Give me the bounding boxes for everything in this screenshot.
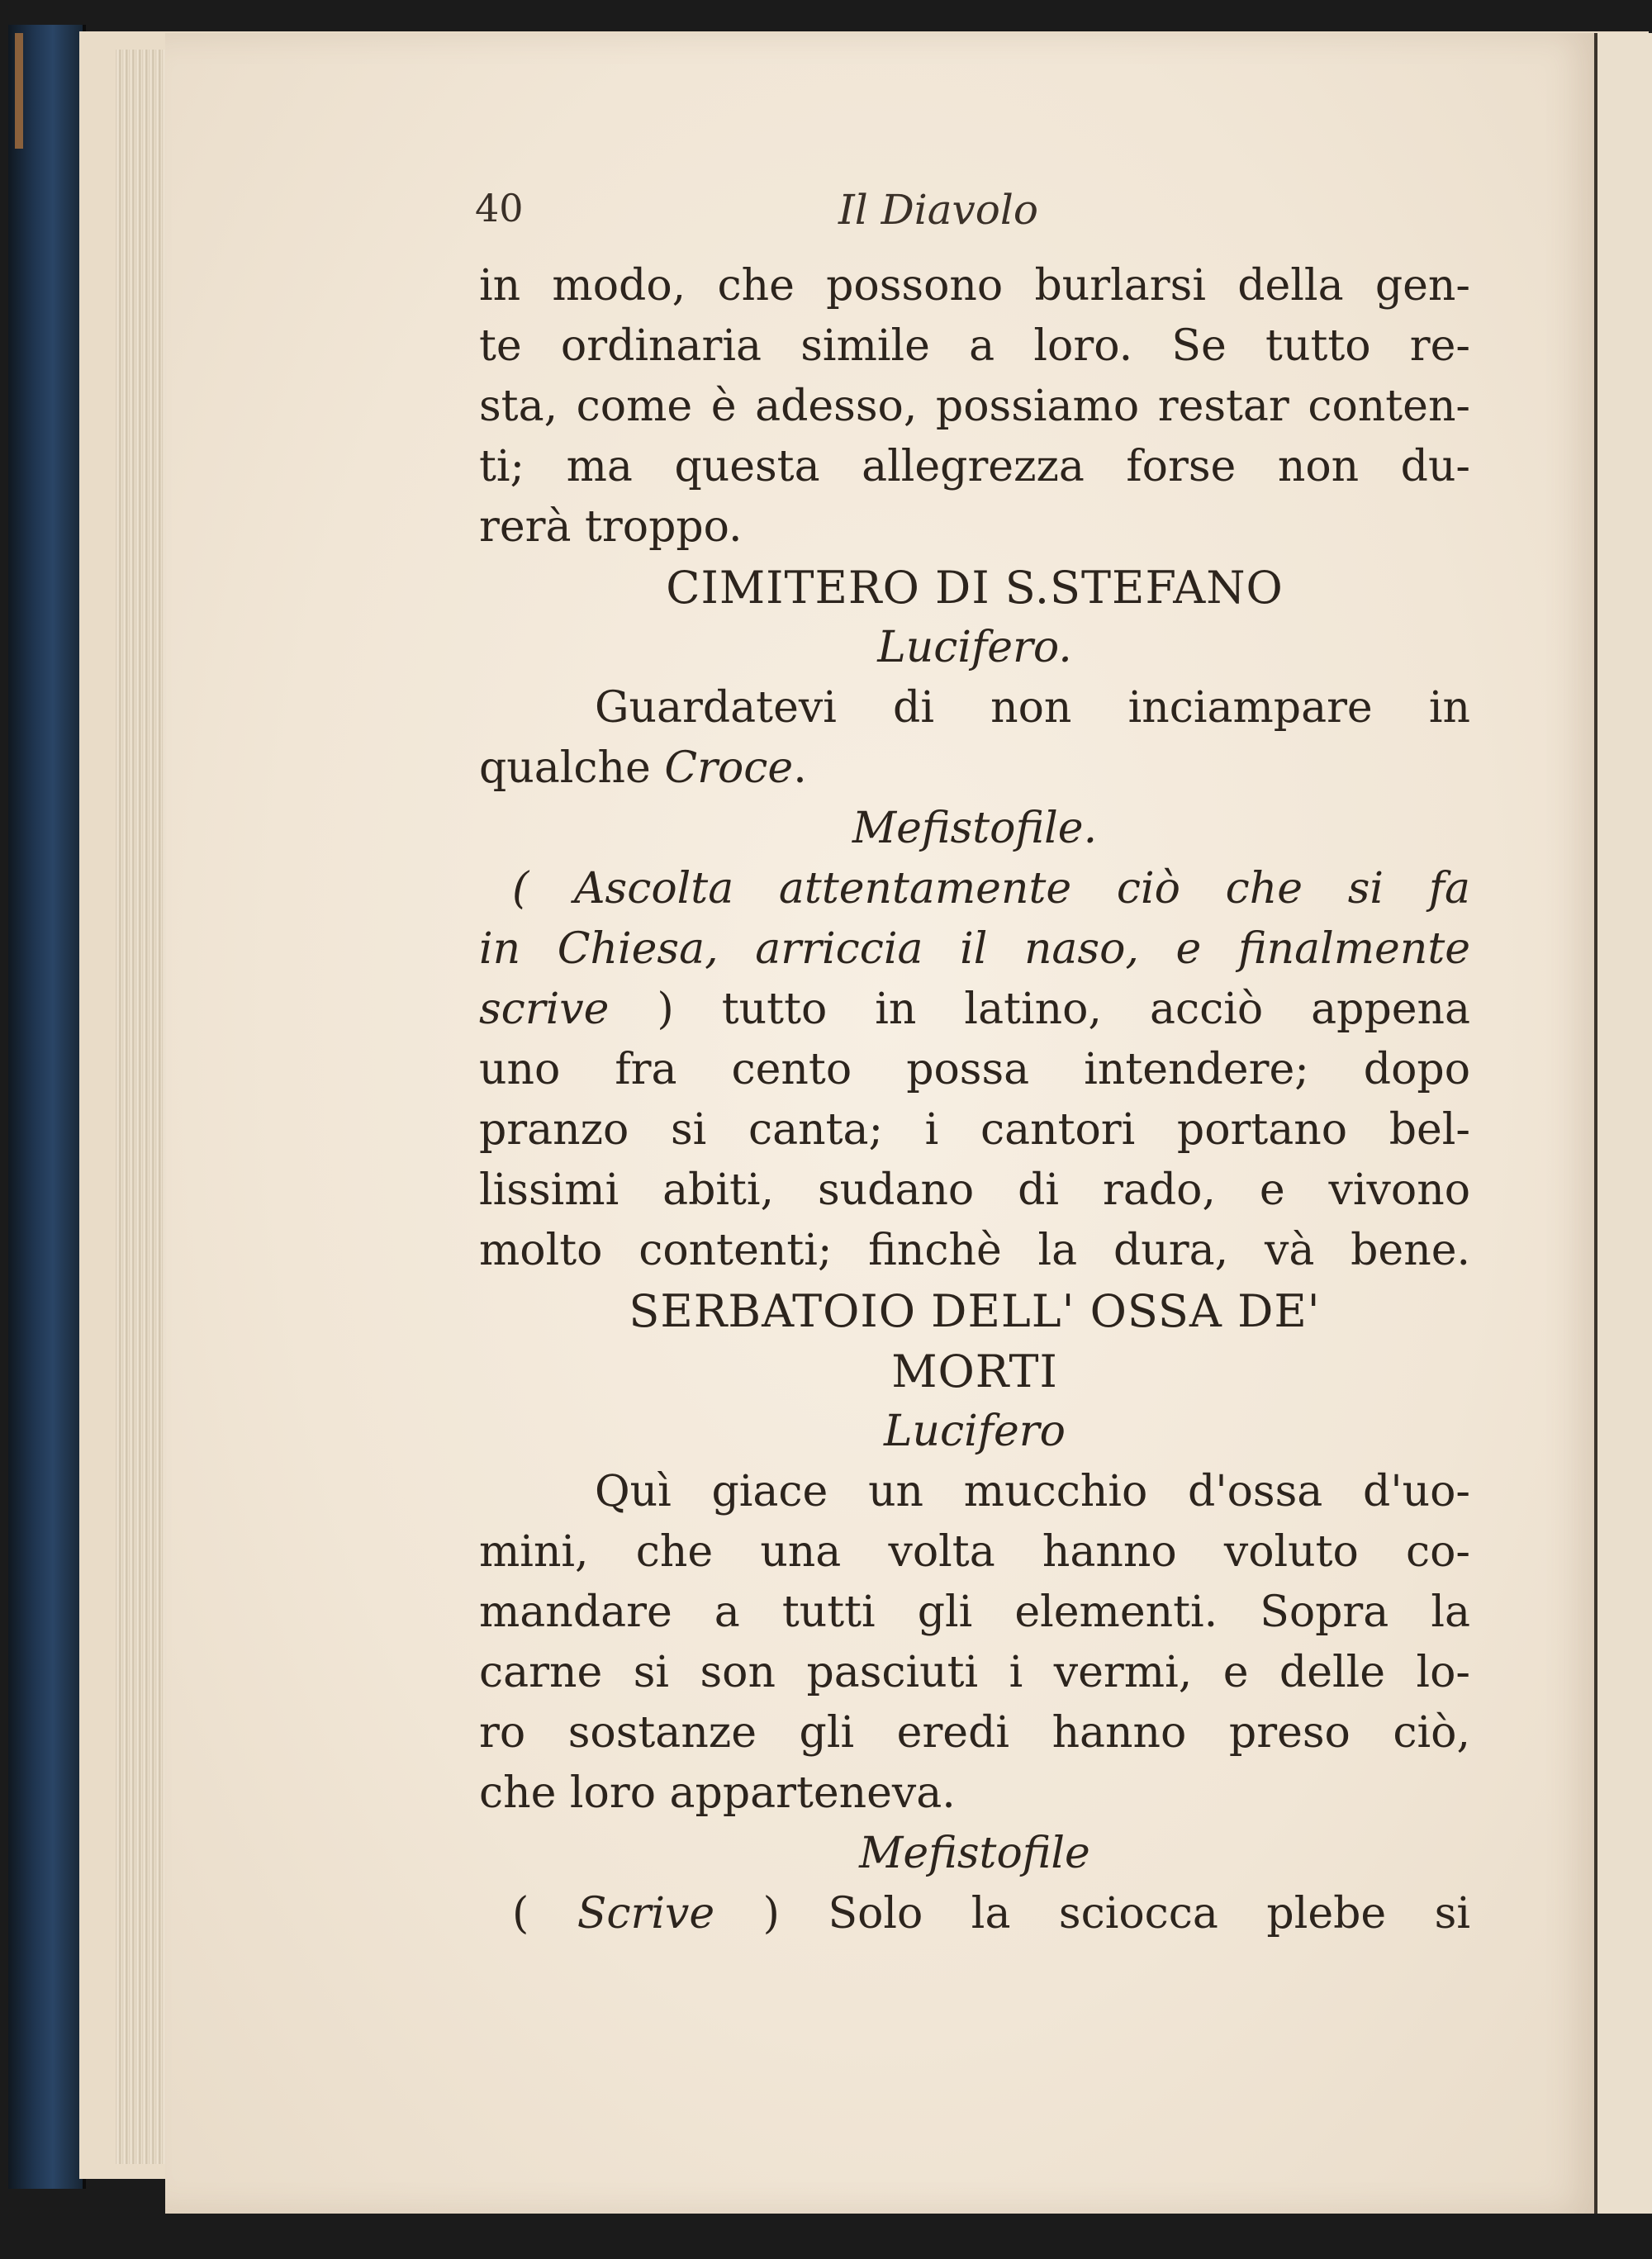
text-run: ) tutto in latino, acciò appena — [609, 985, 1470, 1034]
text-line: in modo, che possono burlarsi della gen- — [479, 261, 1470, 311]
page-header — [475, 186, 1466, 252]
text-line: molto contenti; finchè la dura, và bene. — [479, 1226, 1470, 1275]
text-line: che loro apparteneva. — [479, 1768, 956, 1818]
text-line: ti; ma questa allegrezza forse non du- — [479, 442, 1470, 491]
section-heading-continued: MORTI — [891, 1345, 1058, 1398]
speaker-name: Mefistofile — [859, 1829, 1090, 1878]
text-line: lissimi abiti, sudano di rado, e vivono — [479, 1165, 1470, 1215]
text-run: . — [793, 743, 807, 793]
speaker-name: Lucifero — [884, 1407, 1066, 1456]
cover-wear-mark — [15, 33, 23, 149]
text-line — [479, 738, 1470, 799]
stage-direction: Scrive — [577, 1889, 715, 1939]
book-cover — [8, 25, 86, 2189]
text-line: ro sostanze gli eredi hanno preso ciò, — [479, 1708, 1470, 1758]
stage-direction: ( Ascolta attentamente ciò che si fa — [512, 864, 1470, 914]
text-line: Guardatevi di non inciampare in — [595, 683, 1470, 733]
text-run: qualche — [479, 743, 665, 793]
text-line: sta, come è adesso, possiamo restar conten- — [479, 382, 1470, 431]
page-text — [479, 256, 1470, 1944]
running-title: Il Diavolo — [838, 186, 1038, 234]
text-line: mini, che una volta hanno voluto co- — [479, 1527, 1470, 1577]
text-line — [479, 980, 1470, 1040]
speaker-name: Lucifero. — [877, 623, 1072, 672]
text-line: te ordinaria simile a loro. Se tutto re- — [479, 321, 1470, 371]
speaker-name: Mefistofile. — [852, 804, 1098, 853]
text-line — [479, 1884, 1470, 1944]
text-line: rerà troppo. — [479, 502, 743, 552]
text-line: pranzo si canta; i cantori portano bel- — [479, 1105, 1470, 1155]
page-number: 40 — [475, 186, 524, 230]
text-run: ( — [512, 1889, 577, 1939]
text-line: uno fra cento possa intendere; dopo — [479, 1045, 1470, 1094]
emphasis-text: Croce — [664, 743, 794, 793]
stage-direction: in Chiesa, arriccia il naso, e finalmente — [479, 924, 1470, 974]
next-page-edge — [1594, 33, 1652, 2214]
stage-direction: scrive — [479, 985, 610, 1034]
text-line: carne si son pasciuti i vermi, e delle lo- — [479, 1648, 1470, 1697]
section-heading: SERBATOIO DELL' OSSA DE' — [629, 1285, 1321, 1337]
text-line: mandare a tutti gli elementi. Sopra la — [479, 1587, 1470, 1637]
text-run: ) Solo la sciocca plebe si — [714, 1889, 1470, 1939]
section-heading: CIMITERO DI S.STEFANO — [666, 562, 1284, 614]
text-line: Quì giace un mucchio d'ossa d'uo- — [595, 1467, 1470, 1516]
